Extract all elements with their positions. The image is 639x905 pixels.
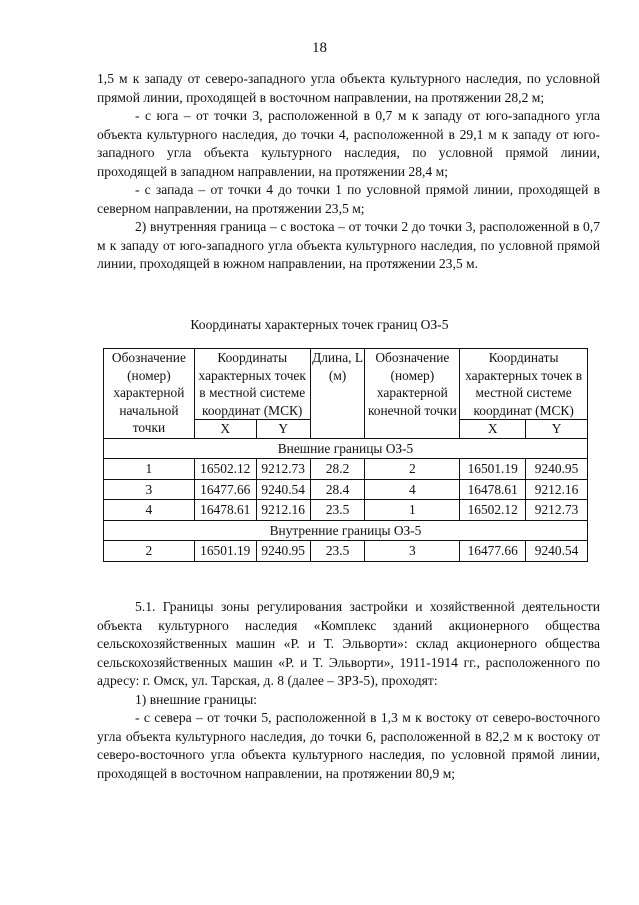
text-block-top	[97, 70, 600, 274]
cell-x2: 16501.19	[460, 459, 526, 480]
cell-start: 4	[104, 500, 195, 521]
header-coords-start: Координаты характерных точек в местной системе координат (МСК)	[194, 349, 310, 420]
header-start-point: Обозначение (номер) характерной начальной точки	[104, 349, 195, 439]
cell-y2: 9240.54	[526, 541, 588, 562]
cell-x2: 16477.66	[460, 541, 526, 562]
cell-length: 23.5	[310, 500, 365, 521]
table-header-row	[104, 349, 588, 420]
paragraph: 2) внутренняя граница – с востока – от точки 2 до точки 3, расположенной в 0,7 м к западу от юго-западного угла объекта культурного наследия, по условной прямой линии, проходящей в южном направлении, на протяжении 23,5 м.	[97, 219, 600, 271]
cell-length: 28.4	[310, 479, 365, 500]
section-title: Внутренние границы ОЗ-5	[104, 520, 588, 541]
cell-length: 23.5	[310, 541, 365, 562]
header-length: Длина, L (м)	[310, 349, 365, 439]
paragraph: 1) внешние границы:	[135, 691, 258, 707]
header-y: Y	[256, 420, 310, 439]
cell-start: 3	[104, 479, 195, 500]
cell-y2: 9212.73	[526, 500, 588, 521]
cell-end: 3	[365, 541, 460, 562]
cell-x1: 16477.66	[194, 479, 256, 500]
cell-y2: 9212.16	[526, 479, 588, 500]
header-x: X	[194, 420, 256, 439]
cell-y2: 9240.95	[526, 459, 588, 480]
section-title: Внешние границы ОЗ-5	[104, 438, 588, 459]
table-row	[104, 479, 588, 500]
cell-x1: 16501.19	[194, 541, 256, 562]
cell-x2: 16502.12	[460, 500, 526, 521]
table-title: Координаты характерных точек границ ОЗ-5	[190, 317, 449, 332]
cell-end: 2	[365, 459, 460, 480]
cell-x2: 16478.61	[460, 479, 526, 500]
paragraph: - с севера – от точки 5, расположенной в 1,3 м к востоку от северо-восточного угла объекта культурного наследия, до точки 6, расположенной в 82,2 м к востоку от северо-восточного угла объекта культурного наследия, по условной прямой линии, проходящей в восточном направлении, на протяжении 80,9 м;	[97, 710, 600, 781]
paragraph: - с юга – от точки 3, расположенной в 0,7 м к западу от юго-западного угла объекта культурного наследия, до точки 4, расположенной в 29,1 м к западу от юго-западного угла объекта культурного наследия, по условной прямой линии, проходящей в западном направлении, на протяжении 28,4 м;	[97, 108, 600, 179]
paragraph: 1,5 м к западу от северо-западного угла объекта культурного наследия, по условной прямой линии, проходящей в восточном направлении, на протяжении 28,2 м;	[97, 71, 600, 105]
cell-x1: 16502.12	[194, 459, 256, 480]
cell-y1: 9212.73	[256, 459, 310, 480]
text-block-bottom	[97, 598, 600, 783]
cell-y1: 9240.54	[256, 479, 310, 500]
paragraph: - с запада – от точки 4 до точки 1 по условной прямой линии, проходящей в северном направлении, на протяжении 23,5 м;	[97, 182, 600, 216]
cell-x1: 16478.61	[194, 500, 256, 521]
cell-y1: 9212.16	[256, 500, 310, 521]
header-end-point: Обозначение (номер) характерной конечной точки	[365, 349, 460, 439]
table-row	[104, 459, 588, 480]
header-x: X	[460, 420, 526, 439]
table-section-row	[104, 520, 588, 541]
cell-length: 28.2	[310, 459, 365, 480]
header-coords-end: Координаты характерных точек в местной системе координат (МСК)	[460, 349, 588, 420]
table-section-row	[104, 438, 588, 459]
cell-start: 2	[104, 541, 195, 562]
cell-y1: 9240.95	[256, 541, 310, 562]
cell-end: 1	[365, 500, 460, 521]
header-y: Y	[526, 420, 588, 439]
cell-end: 4	[365, 479, 460, 500]
cell-start: 1	[104, 459, 195, 480]
table-row	[104, 541, 588, 562]
paragraph: 5.1. Границы зоны регулирования застройки и хозяйственной деятельности объекта культурного наследия «Комплекс зданий акционерного общества сельскохозяйственных машин «Р. и Т. Эльворти»: склад акционерного общества сельскохозяйственных машин «Р. и Т. Эльворти», 1911-1914 гг., расположенного по адресу: г. Омск, ул. Тарская, д. 8 (далее – ЗРЗ-5), проходят:	[97, 599, 600, 688]
page-number: 18	[312, 40, 327, 56]
table-row	[104, 500, 588, 521]
coordinates-table	[103, 348, 588, 562]
